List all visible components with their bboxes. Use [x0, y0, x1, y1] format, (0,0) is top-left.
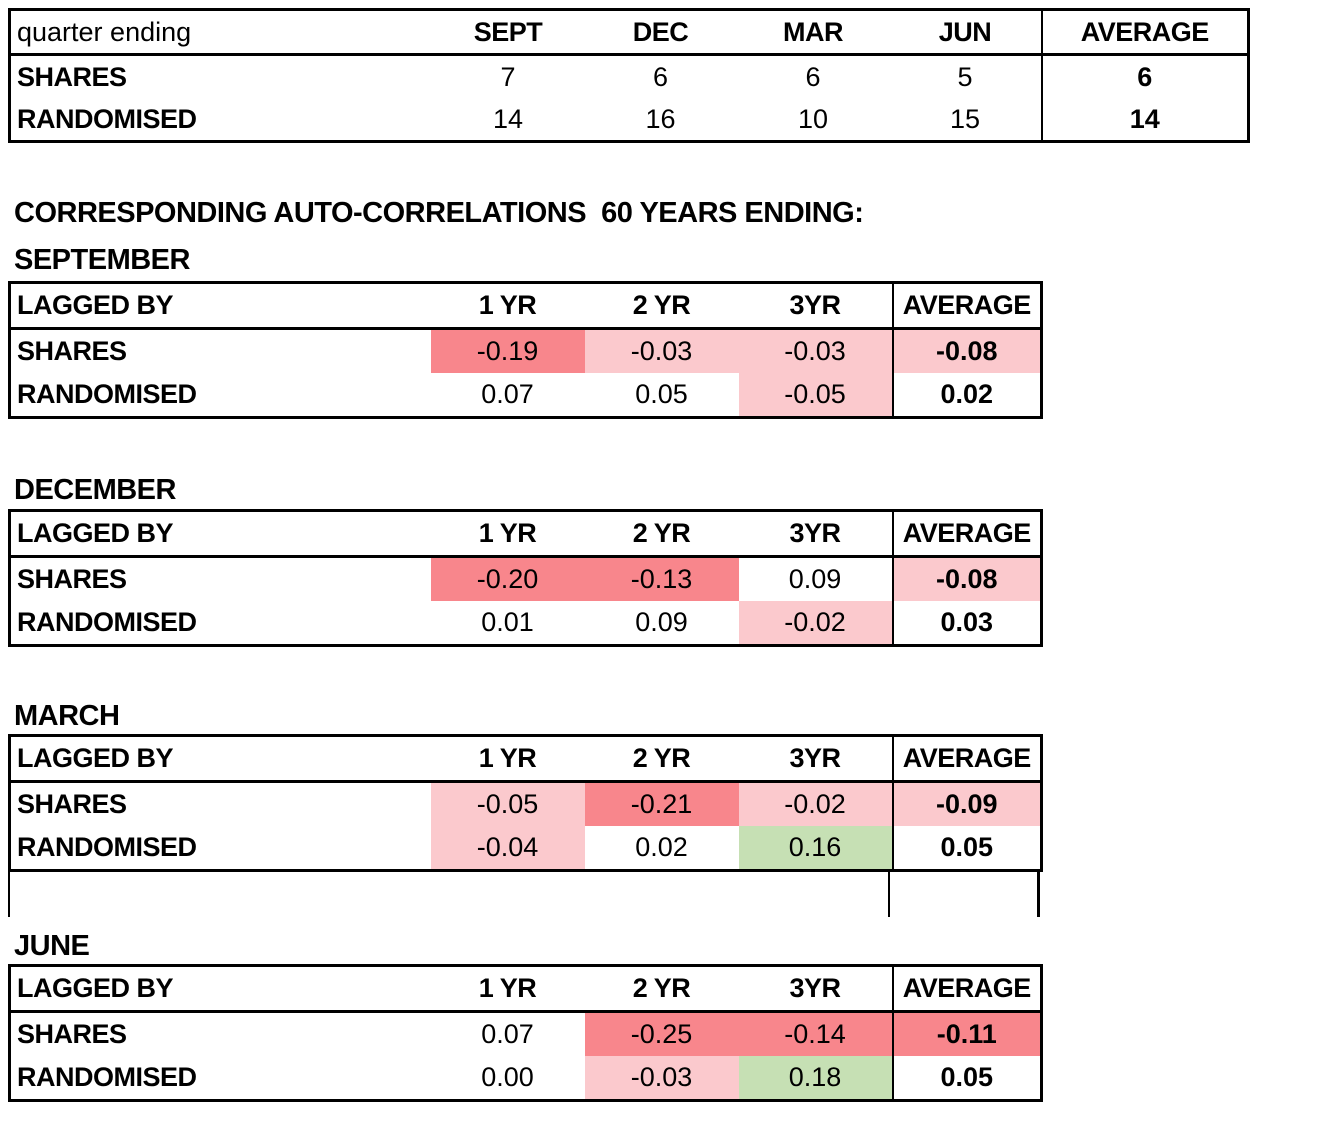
cell: 0.00: [481, 1062, 534, 1092]
col-header-average: AVERAGE: [893, 511, 1042, 557]
cell: 15: [949, 103, 981, 134]
average-cell: -0.08: [893, 557, 1042, 602]
page: [0, 8, 1332, 1102]
average-cell: 0.03: [893, 601, 1042, 646]
col-header-average: AVERAGE: [1042, 10, 1249, 55]
lagged-by-label: LAGGED BY: [10, 966, 431, 1012]
row-label: SHARES: [17, 564, 127, 594]
col-header-1yr: 1 YR: [431, 283, 585, 329]
cell: -0.05: [739, 373, 893, 418]
lag-table-september: [8, 281, 1043, 419]
lag-header-row: [10, 966, 1042, 1012]
average-cell: 0.02: [893, 373, 1042, 418]
lag-row-randomised: [10, 826, 1042, 871]
col-header-jun: JUN: [890, 10, 1042, 55]
col-header-average: AVERAGE: [893, 966, 1042, 1012]
lag-table-march: [8, 734, 1043, 872]
col-header-2yr: 2 YR: [585, 283, 739, 329]
cell: -0.13: [585, 557, 739, 602]
cell: 0.01: [481, 607, 534, 637]
cell: -0.03: [585, 1056, 739, 1101]
empty-average-cell: [888, 872, 1037, 917]
row-label: RANDOMISED: [17, 103, 197, 134]
cell: 10: [797, 103, 829, 134]
lag-row-shares: [10, 1012, 1042, 1057]
col-header-1yr: 1 YR: [431, 966, 585, 1012]
row-label: RANDOMISED: [17, 832, 197, 862]
cell: -0.19: [431, 329, 585, 374]
lagged-by-label: LAGGED BY: [10, 511, 431, 557]
average-cell: 0.05: [893, 826, 1042, 871]
corner-label: quarter ending: [10, 10, 432, 55]
cell: -0.14: [739, 1012, 893, 1057]
cell: -0.20: [431, 557, 585, 602]
cell: 0.07: [481, 1019, 534, 1049]
row-label: RANDOMISED: [17, 379, 197, 409]
month-heading-december: DECEMBER: [14, 474, 176, 506]
cell: 5: [957, 61, 973, 92]
average-cell: 14: [1042, 98, 1249, 142]
lag-row-randomised: [10, 1056, 1042, 1101]
row-label: RANDOMISED: [17, 607, 197, 637]
lag-header-row: [10, 511, 1042, 557]
lag-row-randomised: [10, 601, 1042, 646]
cell: -0.21: [585, 782, 739, 827]
cell: -0.02: [739, 601, 893, 646]
lag-table-december: [8, 509, 1043, 647]
cell: -0.05: [431, 782, 585, 827]
lagged-by-label: LAGGED BY: [10, 283, 431, 329]
row-label: SHARES: [17, 1019, 127, 1049]
lag-table-june: [8, 964, 1043, 1102]
average-cell: -0.08: [893, 329, 1042, 374]
empty-row: [8, 872, 1040, 917]
cell: -0.25: [585, 1012, 739, 1057]
col-header-average: AVERAGE: [893, 736, 1042, 782]
row-label: SHARES: [17, 789, 127, 819]
lag-row-shares: [10, 329, 1042, 374]
average-cell: 6: [1042, 55, 1249, 99]
row-label: SHARES: [17, 61, 127, 92]
col-header-average: AVERAGE: [893, 283, 1042, 329]
summary-row-randomised: [10, 98, 1249, 142]
cell: 0.09: [635, 607, 688, 637]
col-header-3yr: 3YR: [739, 966, 893, 1012]
month-heading-march: MARCH: [14, 700, 120, 732]
cell: -0.03: [739, 329, 893, 374]
lag-row-randomised: [10, 373, 1042, 418]
month-heading-june: JUNE: [14, 930, 90, 962]
cell: 0.07: [481, 379, 534, 409]
average-cell: 0.05: [893, 1056, 1042, 1101]
lag-row-shares: [10, 557, 1042, 602]
summary-table: [8, 8, 1250, 143]
lagged-by-label: LAGGED BY: [10, 736, 431, 782]
col-header-dec: DEC: [585, 10, 737, 55]
summary-header-row: [10, 10, 1249, 55]
cell: 14: [492, 103, 524, 134]
section-heading: CORRESPONDING AUTO-CORRELATIONS 60 YEARS ENDING:: [14, 197, 864, 229]
col-header-2yr: 2 YR: [585, 966, 739, 1012]
summary-row-shares: [10, 55, 1249, 99]
col-header-2yr: 2 YR: [585, 736, 739, 782]
col-header-3yr: 3YR: [739, 736, 893, 782]
col-header-1yr: 1 YR: [431, 736, 585, 782]
average-cell: -0.11: [893, 1012, 1042, 1057]
cell: -0.04: [431, 826, 585, 871]
lag-header-row: [10, 736, 1042, 782]
cell: 0.05: [635, 379, 688, 409]
row-label: SHARES: [17, 336, 127, 366]
cell: -0.03: [585, 329, 739, 374]
cell: 7: [500, 61, 516, 92]
cell: 0.02: [635, 832, 688, 862]
cell: 6: [652, 61, 669, 92]
col-header-mar: MAR: [737, 10, 890, 55]
col-header-3yr: 3YR: [739, 283, 893, 329]
cell: 0.18: [739, 1056, 893, 1101]
row-label: RANDOMISED: [17, 1062, 197, 1092]
month-heading-september: SEPTEMBER: [14, 244, 190, 276]
cell: 16: [645, 103, 676, 134]
col-header-2yr: 2 YR: [585, 511, 739, 557]
col-header-3yr: 3YR: [739, 511, 893, 557]
cell: 6: [805, 61, 821, 92]
average-cell: -0.09: [893, 782, 1042, 827]
cell: 0.16: [739, 826, 893, 871]
lag-header-row: [10, 283, 1042, 329]
cell: 0.09: [788, 564, 842, 594]
cell: -0.02: [739, 782, 893, 827]
lag-row-shares: [10, 782, 1042, 827]
col-header-sept: SEPT: [432, 10, 585, 55]
col-header-1yr: 1 YR: [431, 511, 585, 557]
